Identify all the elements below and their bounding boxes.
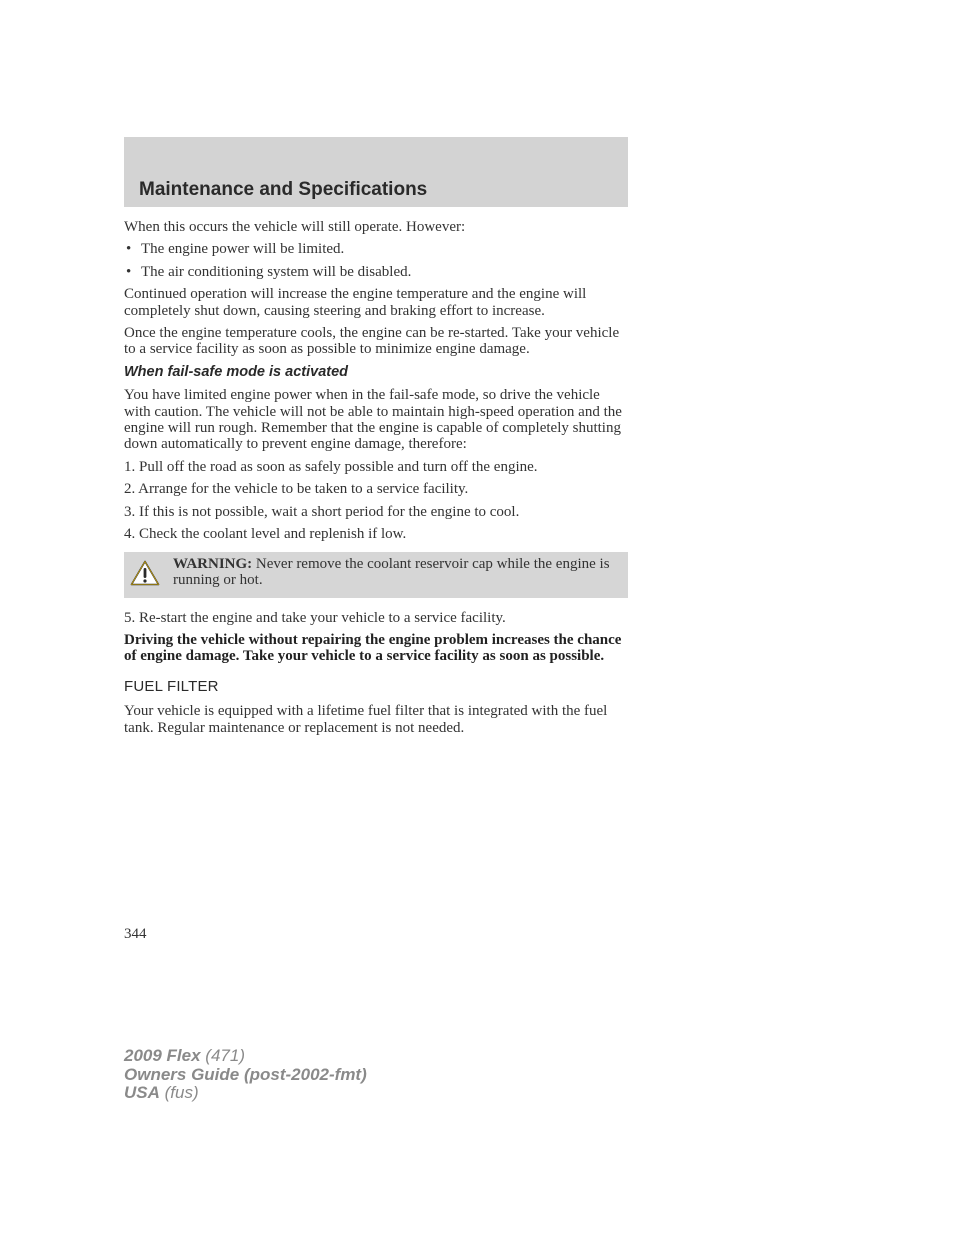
list-item: • The engine power will be limited. bbox=[126, 241, 345, 258]
body-paragraph: Once the engine temperature cools, the engine can be re-started. Take your vehicle to a service facility as soon as possible to minimize engine damage. bbox=[124, 325, 620, 358]
page-content bbox=[124, 219, 630, 742]
step-item: 2. Arrange for the vehicle to be taken to a service facility. bbox=[124, 481, 469, 498]
section-header bbox=[124, 137, 628, 207]
list-item: • The air conditioning system will be disabled. bbox=[126, 263, 412, 280]
bullet-icon: • bbox=[126, 241, 132, 258]
footer-line: USA (fus) bbox=[124, 1083, 199, 1102]
step-item: 3. If this is not possible, wait a short period for the engine to cool. bbox=[124, 503, 520, 520]
warning-triangle-icon bbox=[130, 560, 160, 586]
document-footer bbox=[124, 1047, 367, 1103]
warning-label: WARNING: bbox=[173, 555, 253, 572]
fuel-filter-paragraph: Your vehicle is equipped with a lifetime fuel filter that is integrated with the fuel tank. Regular maintenance or replacement is not needed. bbox=[124, 703, 608, 736]
step-item: 4. Check the coolant level and replenish if low. bbox=[124, 526, 407, 543]
warning-text bbox=[173, 556, 618, 589]
fuel-filter-heading: FUEL FILTER bbox=[124, 677, 219, 695]
warning-message: Never remove the coolant reservoir cap while the engine is running or hot. bbox=[173, 555, 610, 588]
step-item: 5. Re-start the engine and take your vehicle to a service facility. bbox=[124, 609, 506, 626]
failsafe-paragraph: You have limited engine power when in the fail-safe mode, so drive the vehicle with caution. The vehicle will not be able to maintain high-speed operation and the engine will run rough. Remember that the engine is capable of completely shutting down automatically to prevent engine damage, therefore: bbox=[124, 387, 622, 453]
page-number: 344 bbox=[124, 926, 147, 942]
intro-paragraph: When this occurs the vehicle will still operate. However: bbox=[124, 219, 466, 235]
footer-line: Owners Guide (post-2002-fmt) bbox=[124, 1064, 367, 1084]
footer-line: 2009 Flex (471) bbox=[124, 1046, 245, 1065]
step-list bbox=[124, 459, 630, 543]
warning-box bbox=[124, 552, 628, 598]
body-paragraph: Continued operation will increase the engine temperature and the engine will completely shut down, causing steering and braking effort to increase. bbox=[124, 286, 587, 319]
bold-note: Driving the vehicle without repairing the engine problem increases the chance of engine damage. Take your vehicle to a service facility as soon as possible. bbox=[124, 631, 622, 665]
bullet-list bbox=[124, 241, 630, 280]
bullet-icon: • bbox=[126, 263, 132, 280]
failsafe-heading: When fail-safe mode is activated bbox=[124, 363, 349, 380]
section-title: Maintenance and Specifications bbox=[139, 179, 428, 200]
step-item: 1. Pull off the road as soon as safely possible and turn off the engine. bbox=[124, 458, 538, 475]
